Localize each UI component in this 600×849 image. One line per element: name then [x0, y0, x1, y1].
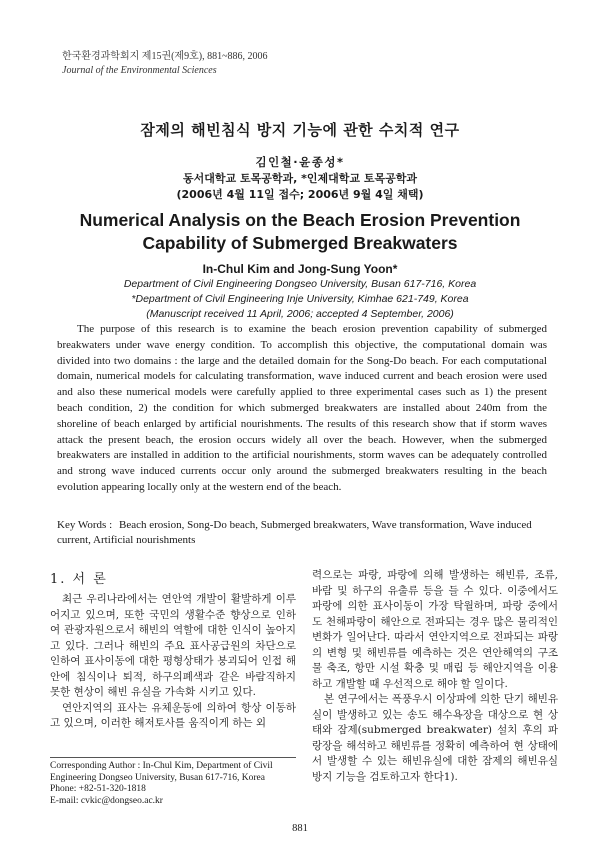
title-english-line1: Numerical Analysis on the Beach Erosion Prevention — [79, 210, 521, 230]
title-korean: 잠제의 해빈침식 방지 기능에 관한 수치적 연구 — [140, 121, 460, 139]
affiliation-english-1: Department of Civil Engineering Dongseo University, Busan 617-716, Korea — [123, 278, 477, 290]
manuscript-dates: (Manuscript received 11 April, 2006; accepted 4 September, 2006) — [146, 308, 454, 320]
footnote-line-1: Corresponding Author : In-Chul Kim, Department of Civil — [50, 761, 273, 771]
dates-korean: (2006년 4월 11일 접수; 2006년 9월 4일 채택) — [176, 188, 424, 201]
authors-korean: 김인철·윤종성* — [255, 155, 345, 169]
title-english-line2: Capability of Submerged Breakwaters — [142, 233, 458, 253]
body-right-column — [312, 568, 558, 785]
keywords-text: Beach erosion, Song-Do beach, Submerged breakwaters, Wave transformation, Wave induced current, Artificial nourishments — [57, 519, 532, 546]
body-left-column — [50, 568, 296, 732]
abstract: The purpose of this research is to examine the beach erosion prevention capability of submerged breakwaters under wave energy condition. To accomplish this objective, the computational domain was divided into two domains : the large and the detailed domain for the Song-Do beach. For each computational domain, numerical models for calculating transformation, wave induced current and beach erosion were used and also these numerical models were carefully applied to three experimental cases such as 1) the present beach condition, 2) the condition for which submerged breakwaters are installed about 240m from the shoreline of beach enlarged by artificial nourishments. The results of this research show that if storm waves attack the present beach, the erosion occurs widely all over the beach. However, when the submerged breakwaters are installed in addition to the artificial nourishments, storm waves can be adequately controlled and strong wave induced currents occur only around the submerged breakwaters resulting in the beach evolution appearing locally only at the western end of the beach. — [57, 323, 547, 493]
body-paragraph-4: 본 연구에서는 폭풍우시 이상파에 의한 단기 해빈유실이 발생하고 있는 송도 해수욕장을 대상으로 현 상태와 잠제(submerged breakwater) 설치 후의 파랑장을 해석하고 해빈류를 정확히 예측하여 현 상태에서 발생할 수 있는 해빈유실에 대한 잠제의 해빈유실 방지 기능을 검토하고자 한다1). — [312, 693, 558, 783]
keywords-label: Key Words : — [57, 519, 113, 531]
authors-english: In-Chul Kim and Jong-Sung Yoon* — [202, 262, 398, 276]
body-paragraph-1: 최근 우리나라에서는 연안역 개발이 활발하게 이루어지고 있으며, 또한 국민의 생활수준 향상으로 인하여 관광자원으로서 해빈의 역할에 대한 인식이 높아지고 있다. 그러나 해빈의 주요 표사공급원의 차단으로 인하여 표사이동에 대한 평형상태가 붕괴되어 인접 해안에 침식이나 퇴적, 하구의폐색과 같은 바람직하지 못한 현상이 해빈 유실을 가속화 시키고 있다. — [50, 593, 296, 698]
footnote-line-4: E-mail: cvkic@dongseo.ac.kr — [50, 795, 163, 806]
body-paragraph-3: 력으로는 파랑, 파랑에 의해 발생하는 해빈류, 조류, 바람 및 하구의 유출류 등을 들 수 있다. 이중에서도 파랑에 의한 표사이동이 가장 탁월하며, 파랑 중에서도 천해파랑이 해안으로 전파되는 경우 많은 물리적인 변화가 일어난다. 따라서 연안지역으로 전파되는 파랑의 변형 및 해빈류를 예측하는 것은 연안해역의 구조물 축조, 항만 시설 확충 및 매립 등 해안지역을 이용하고 개발할 때 우선적으로 해야 할 일이다. — [312, 569, 558, 690]
footnote-line-2: Engineering Dongseo University, Busan 617-716, Korea — [50, 772, 265, 783]
page-number: 881 — [292, 823, 308, 834]
journal-header — [62, 50, 462, 78]
affiliation-korean: 동서대학교 토목공학과, *인제대학교 토목공학과 — [183, 172, 417, 185]
keywords — [57, 518, 547, 548]
journal-name-en: Journal of the Environmental Sciences — [62, 65, 217, 76]
footnote-divider — [50, 757, 296, 758]
corresponding-author-footnote — [50, 761, 300, 807]
section-heading: 1. 서 론 — [50, 572, 108, 587]
affiliation-english-2: *Department of Civil Engineering Inje University, Kimhae 621-749, Korea — [131, 293, 469, 305]
body-paragraph-2: 연안지역의 표사는 유체운동에 의하여 항상 이동하고 있으며, 이러한 해저토사를 움직이게 하는 외 — [50, 701, 296, 729]
journal-citation-ko: 한국환경과학회지 제15권(제9호), 881~886, 2006 — [62, 51, 268, 62]
footnote-line-3: Phone: +82-51-320-1818 — [50, 784, 146, 795]
